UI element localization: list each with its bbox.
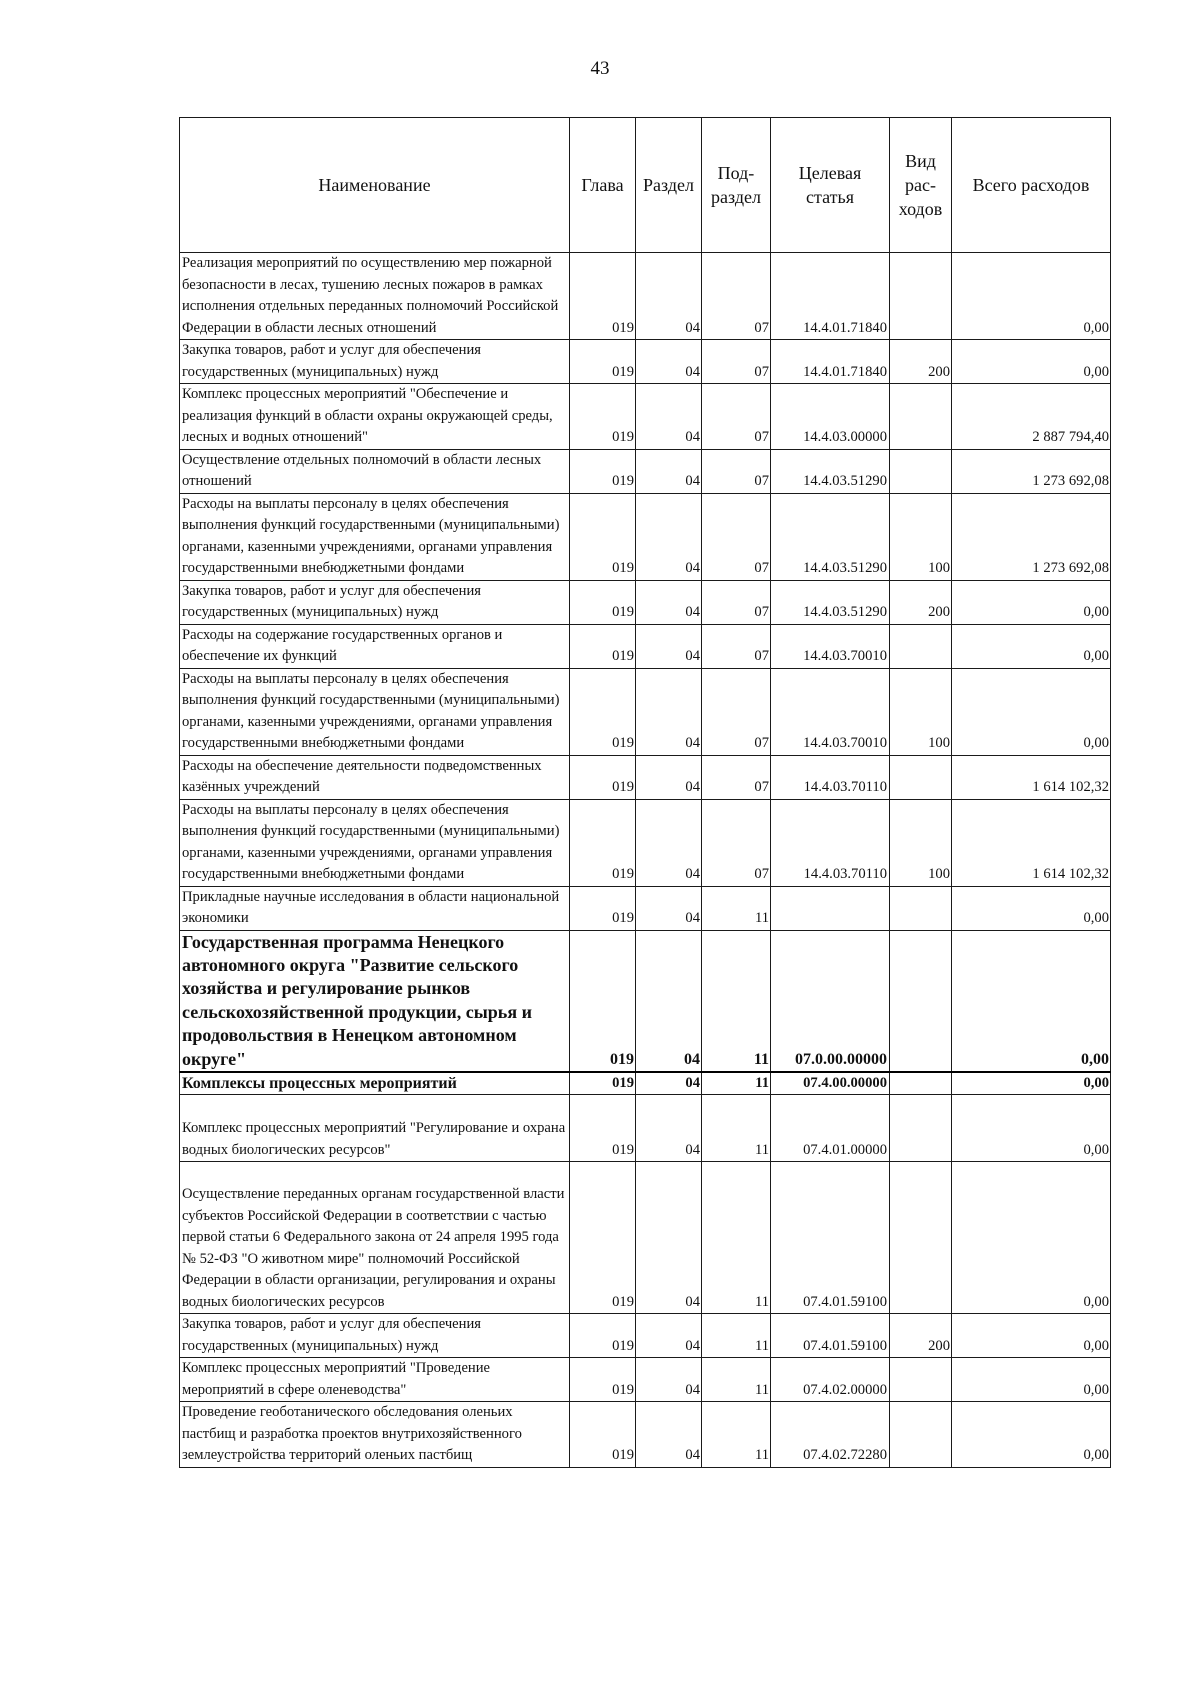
row-vid	[890, 253, 952, 340]
row-podrazdel: 11	[702, 1072, 771, 1095]
row-razdel: 04	[636, 930, 702, 1072]
row-name: Комплекс процессных мероприятий "Обеспечение и реализация функций в области охраны окружающей среды, лесных и водных отношений"	[180, 384, 570, 450]
row-total: 2 887 794,40	[952, 384, 1111, 450]
row-total: 1 273 692,08	[952, 493, 1111, 580]
row-name: Реализация мероприятий по осуществлению мер пожарной безопасности в лесах, тушению лесных пожаров в рамках исполнения отдельных переданных полномочий Российской Федерации в области лесных отношений	[180, 253, 570, 340]
row-vid: 200	[890, 1314, 952, 1358]
row-podrazdel: 07	[702, 799, 771, 886]
table-row	[180, 799, 1111, 886]
row-razdel: 04	[636, 799, 702, 886]
row-glava: 019	[570, 384, 636, 450]
row-vid: 100	[890, 799, 952, 886]
row-target: 14.4.03.70010	[771, 668, 890, 755]
row-podrazdel: 11	[702, 1358, 771, 1402]
page-number: 43	[590, 58, 610, 79]
row-podrazdel: 07	[702, 624, 771, 668]
row-vid	[890, 886, 952, 930]
row-target: 07.0.00.00000	[771, 930, 890, 1072]
row-razdel: 04	[636, 755, 702, 799]
row-podrazdel: 11	[702, 1402, 771, 1468]
row-glava: 019	[570, 886, 636, 930]
row-total: 1 273 692,08	[952, 449, 1111, 493]
row-name: Прикладные научные исследования в области национальной экономики	[180, 886, 570, 930]
header-row	[180, 118, 1111, 253]
row-glava: 019	[570, 1402, 636, 1468]
row-glava: 019	[570, 624, 636, 668]
row-vid	[890, 930, 952, 1072]
row-total: 0,00	[952, 1162, 1111, 1314]
row-podrazdel: 11	[702, 1095, 771, 1162]
row-podrazdel: 11	[702, 1314, 771, 1358]
row-glava: 019	[570, 1358, 636, 1402]
table-row	[180, 930, 1111, 1072]
header-target: Целевая статья	[771, 118, 890, 253]
row-vid	[890, 624, 952, 668]
row-vid	[890, 1402, 952, 1468]
row-podrazdel: 11	[702, 886, 771, 930]
row-razdel: 04	[636, 340, 702, 384]
row-podrazdel: 07	[702, 340, 771, 384]
row-target: 14.4.03.00000	[771, 384, 890, 450]
row-total: 0,00	[952, 340, 1111, 384]
row-razdel: 04	[636, 1072, 702, 1095]
row-razdel: 04	[636, 449, 702, 493]
row-glava: 019	[570, 493, 636, 580]
table-row	[180, 1162, 1111, 1314]
row-target: 07.4.00.00000	[771, 1072, 890, 1095]
row-total: 1 614 102,32	[952, 799, 1111, 886]
row-target: 07.4.01.59100	[771, 1314, 890, 1358]
budget-table	[179, 117, 1111, 1468]
row-vid: 100	[890, 493, 952, 580]
table-row	[180, 384, 1111, 450]
table-row	[180, 1072, 1111, 1095]
row-glava: 019	[570, 1072, 636, 1095]
table-row	[180, 755, 1111, 799]
row-glava: 019	[570, 253, 636, 340]
row-total: 0,00	[952, 624, 1111, 668]
row-name: Расходы на выплаты персоналу в целях обеспечения выполнения функций государственными (муниципальными) органами, казенными учреждениями, органами управления государственными внебюджетными фондами	[180, 668, 570, 755]
table-row	[180, 668, 1111, 755]
row-target	[771, 886, 890, 930]
header-razdel: Раздел	[636, 118, 702, 253]
row-total: 0,00	[952, 1072, 1111, 1095]
row-target: 14.4.03.51290	[771, 493, 890, 580]
row-total: 0,00	[952, 886, 1111, 930]
row-name: Расходы на выплаты персоналу в целях обеспечения выполнения функций государственными (муниципальными) органами, казенными учреждениями, органами управления государственными внебюджетными фондами	[180, 493, 570, 580]
table-row	[180, 1402, 1111, 1468]
row-razdel: 04	[636, 1358, 702, 1402]
table-row	[180, 1095, 1111, 1162]
row-glava: 019	[570, 1162, 636, 1314]
row-razdel: 04	[636, 1095, 702, 1162]
row-name: Закупка товаров, работ и услуг для обеспечения государственных (муниципальных) нужд	[180, 580, 570, 624]
header-name: Наименование	[180, 118, 570, 253]
row-razdel: 04	[636, 580, 702, 624]
row-name: Осуществление отдельных полномочий в области лесных отношений	[180, 449, 570, 493]
row-vid	[890, 1072, 952, 1095]
row-vid	[890, 1162, 952, 1314]
row-vid	[890, 755, 952, 799]
row-name: Комплекс процессных мероприятий "Проведение мероприятий в сфере оленеводства"	[180, 1358, 570, 1402]
table-row	[180, 340, 1111, 384]
row-glava: 019	[570, 799, 636, 886]
row-target: 14.4.03.51290	[771, 449, 890, 493]
row-razdel: 04	[636, 1314, 702, 1358]
row-vid: 200	[890, 340, 952, 384]
table-row	[180, 580, 1111, 624]
row-total: 0,00	[952, 930, 1111, 1072]
row-glava: 019	[570, 449, 636, 493]
row-razdel: 04	[636, 493, 702, 580]
row-razdel: 04	[636, 1162, 702, 1314]
row-total: 0,00	[952, 1402, 1111, 1468]
row-name: Расходы на обеспечение деятельности подведомственных казённых учреждений	[180, 755, 570, 799]
row-target: 07.4.02.72280	[771, 1402, 890, 1468]
row-podrazdel: 07	[702, 580, 771, 624]
row-target: 14.4.01.71840	[771, 340, 890, 384]
row-total: 0,00	[952, 253, 1111, 340]
row-glava: 019	[570, 1095, 636, 1162]
row-name: Проведение геоботанического обследования оленьих пастбищ и разработка проектов внутрихозяйственного землеустройства территорий оленьих пастбищ	[180, 1402, 570, 1468]
header-glava: Глава	[570, 118, 636, 253]
row-name: Расходы на содержание государственных органов и обеспечение их функций	[180, 624, 570, 668]
row-target: 14.4.03.70010	[771, 624, 890, 668]
table-row	[180, 1314, 1111, 1358]
row-target: 07.4.01.59100	[771, 1162, 890, 1314]
header-podrazdel: Под- раздел	[702, 118, 771, 253]
table-row	[180, 624, 1111, 668]
row-name: Закупка товаров, работ и услуг для обеспечения государственных (муниципальных) нужд	[180, 340, 570, 384]
row-podrazdel: 07	[702, 493, 771, 580]
row-glava: 019	[570, 755, 636, 799]
row-target: 07.4.01.00000	[771, 1095, 890, 1162]
table-row	[180, 449, 1111, 493]
row-razdel: 04	[636, 886, 702, 930]
row-podrazdel: 07	[702, 384, 771, 450]
row-target: 14.4.03.51290	[771, 580, 890, 624]
row-glava: 019	[570, 340, 636, 384]
table-row	[180, 886, 1111, 930]
row-name: Осуществление переданных органам государственной власти субъектов Российской Федерации в соответствии с частью первой статьи 6 Федерального закона от 24 апреля 1995 года № 52-ФЗ "О животном мире" полномочий Российской Федерации в области организации, регулирования и охраны водных биологических ресурсов	[180, 1162, 570, 1314]
row-name: Государственная программа Ненецкого автономного округа "Развитие сельского хозяйства и регулирование рынков сельскохозяйственной продукции, сырья и продовольствия в Ненецком автономном округе"	[180, 930, 570, 1072]
row-vid	[890, 1095, 952, 1162]
header-vid: Вид рас- ходов	[890, 118, 952, 253]
row-podrazdel: 11	[702, 930, 771, 1072]
row-podrazdel: 11	[702, 1162, 771, 1314]
row-razdel: 04	[636, 1402, 702, 1468]
row-podrazdel: 07	[702, 668, 771, 755]
header-total: Всего расходов	[952, 118, 1111, 253]
row-total: 0,00	[952, 1314, 1111, 1358]
row-name: Комплексы процессных мероприятий	[180, 1072, 570, 1095]
row-vid	[890, 449, 952, 493]
row-podrazdel: 07	[702, 449, 771, 493]
row-total: 0,00	[952, 1358, 1111, 1402]
row-vid: 100	[890, 668, 952, 755]
row-podrazdel: 07	[702, 755, 771, 799]
table-row	[180, 253, 1111, 340]
row-target: 07.4.02.00000	[771, 1358, 890, 1402]
row-name: Комплекс процессных мероприятий "Регулирование и охрана водных биологических ресурсов"	[180, 1095, 570, 1162]
table-row	[180, 1358, 1111, 1402]
row-glava: 019	[570, 580, 636, 624]
row-glava: 019	[570, 930, 636, 1072]
row-glava: 019	[570, 1314, 636, 1358]
row-total: 0,00	[952, 580, 1111, 624]
row-razdel: 04	[636, 668, 702, 755]
row-target: 14.4.03.70110	[771, 799, 890, 886]
row-vid: 200	[890, 580, 952, 624]
row-podrazdel: 07	[702, 253, 771, 340]
row-name: Закупка товаров, работ и услуг для обеспечения государственных (муниципальных) нужд	[180, 1314, 570, 1358]
row-vid	[890, 1358, 952, 1402]
row-vid	[890, 384, 952, 450]
row-total: 1 614 102,32	[952, 755, 1111, 799]
row-razdel: 04	[636, 253, 702, 340]
row-total: 0,00	[952, 1095, 1111, 1162]
row-razdel: 04	[636, 624, 702, 668]
table-row	[180, 493, 1111, 580]
row-glava: 019	[570, 668, 636, 755]
row-total: 0,00	[952, 668, 1111, 755]
row-razdel: 04	[636, 384, 702, 450]
row-name: Расходы на выплаты персоналу в целях обеспечения выполнения функций государственными (муниципальными) органами, казенными учреждениями, органами управления государственными внебюджетными фондами	[180, 799, 570, 886]
row-target: 14.4.01.71840	[771, 253, 890, 340]
row-target: 14.4.03.70110	[771, 755, 890, 799]
